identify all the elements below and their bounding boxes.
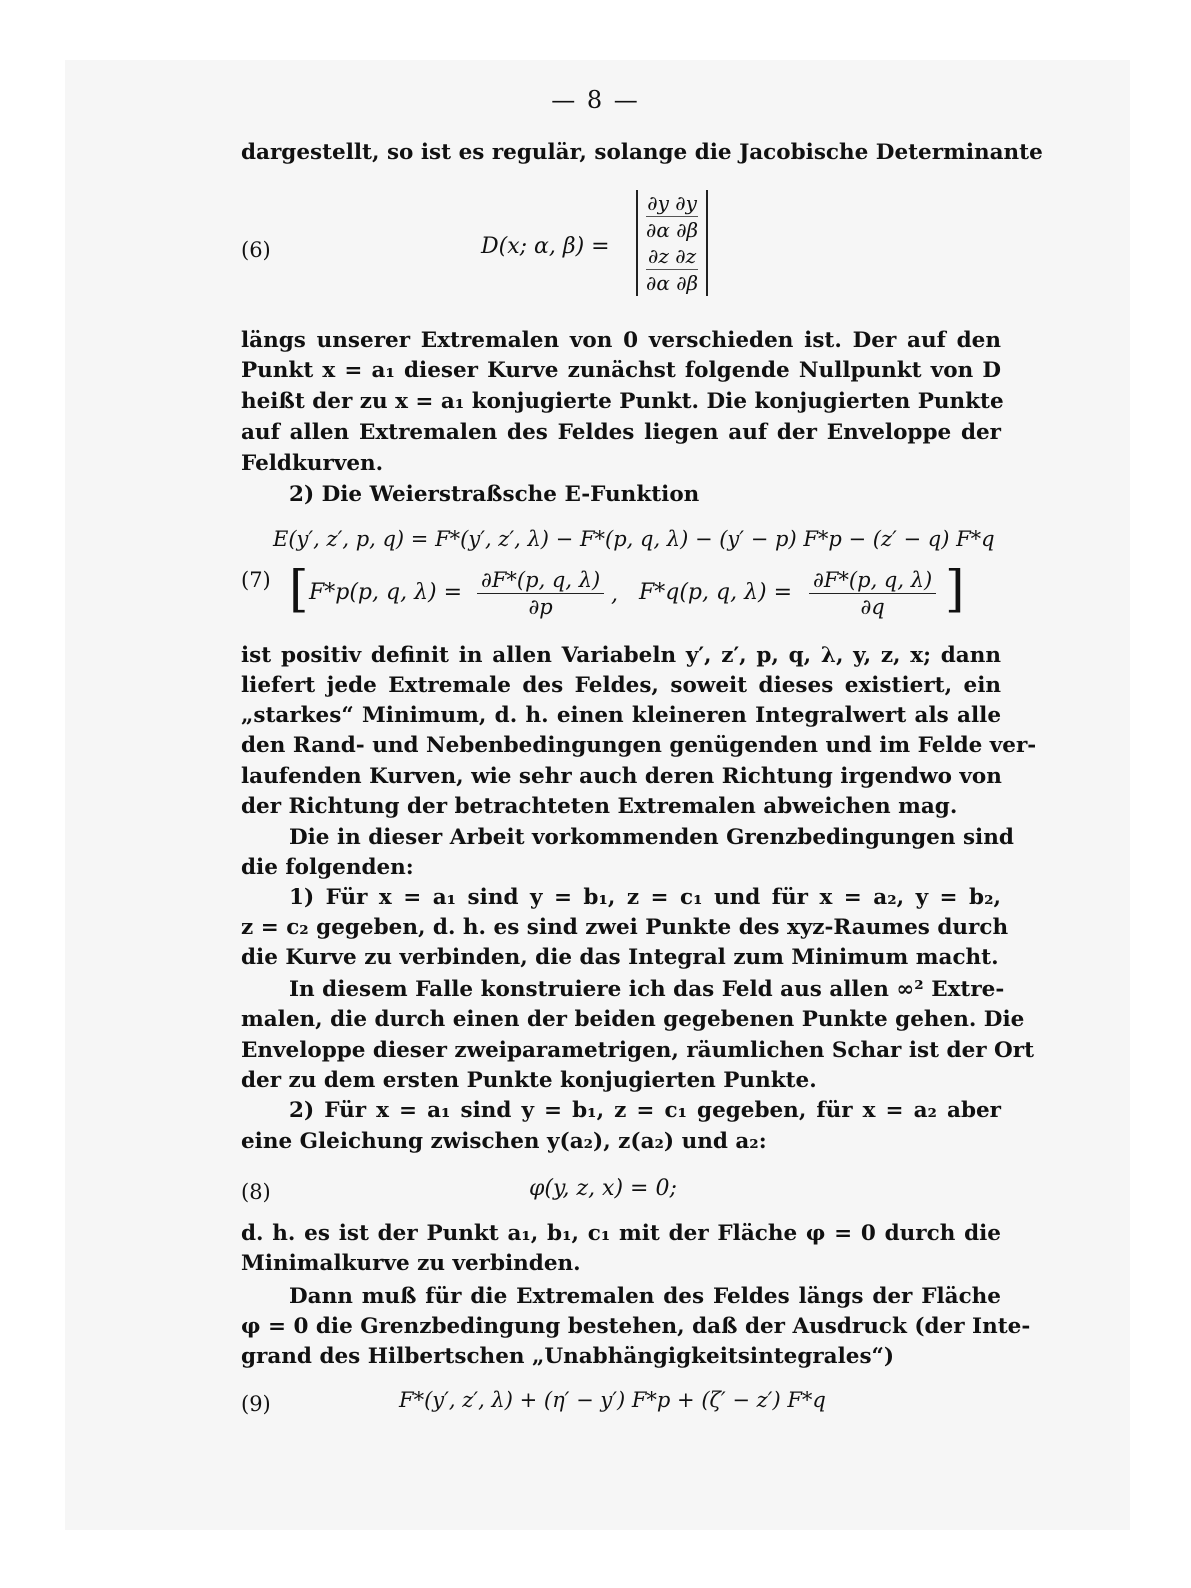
det-row: ∂z ∂z	[647, 244, 697, 268]
text-line: grand des Hilbertschen „Unabhängigkeitsintegrales“)	[241, 1344, 895, 1369]
text-line: dargestellt, so ist es regulär, solange die Jacobische Determinante	[241, 140, 1043, 165]
text-line: Dann muß für die Extremalen des Feldes längs der Fläche	[289, 1284, 1001, 1309]
fraction-a	[477, 567, 604, 620]
equation-7-part-a: F*p(p, q, λ) =	[309, 580, 463, 605]
text-line: 2) Für x = a₁ sind y = b₁, z = c₁ gegeben, für x = a₂ aber	[289, 1098, 1001, 1123]
open-bracket: [	[289, 560, 309, 618]
text-line: auf allen Extremalen des Feldes liegen auf der Enveloppe der	[241, 420, 1001, 445]
text-line: heißt der zu x = a₁ konjugierte Punkt. Die konjugierten Punkte	[241, 389, 1004, 414]
text-line: die Kurve zu verbinden, die das Integral zum Minimum macht.	[241, 945, 999, 970]
text-line: ist positiv definit in allen Variabeln y′, z′, p, q, λ, y, z, x; dann	[241, 643, 1001, 668]
det-row: ∂α ∂β	[646, 271, 699, 295]
equation-8: φ(y, z, x) = 0;	[529, 1176, 677, 1201]
text-line: der Richtung der betrachteten Extremalen abweichen mag.	[241, 794, 958, 819]
text-line: Die in dieser Arbeit vorkommenden Grenzbedingungen sind	[289, 825, 1014, 850]
text-line: z = c₂ gegeben, d. h. es sind zwei Punkte des xyz-Raumes durch	[241, 915, 1009, 940]
fraction-denominator: ∂p	[528, 595, 553, 619]
text-line: Minimalkurve zu verbinden.	[241, 1251, 581, 1276]
fraction-denominator: ∂q	[860, 595, 885, 619]
equation-9: F*(y′, z′, λ) + (η′ − y′) F*p + (ζ′ − z′) F*q	[399, 1388, 826, 1412]
equation-7-line1: E(y′, z′, p, q) = F*(y′, z′, λ) − F*(p, q, λ) − (y′ − p) F*p − (z′ − q) F*q	[273, 527, 995, 551]
text-line: Punkt x = a₁ dieser Kurve zunächst folgende Nullpunkt von D	[241, 358, 1001, 383]
equation-label-7: (7)	[241, 568, 271, 592]
text-line: Feldkurven.	[241, 451, 384, 476]
text-line: „starkes“ Minimum, d. h. einen kleineren Integralwert als alle	[241, 703, 1001, 728]
fraction-numerator: ∂F*(p, q, λ)	[809, 567, 936, 594]
text-line: eine Gleichung zwischen y(a₂), z(a₂) und a₂:	[241, 1129, 767, 1154]
equation-6-lhs: D(x; α, β) =	[481, 234, 610, 259]
page-number: — 8 —	[551, 86, 640, 114]
fraction-numerator: ∂F*(p, q, λ)	[477, 567, 604, 594]
comma: ,	[611, 582, 618, 607]
det-row: ∂α ∂β	[646, 218, 699, 242]
close-bracket: ]	[945, 560, 965, 618]
equation-label-6: (6)	[241, 238, 271, 262]
text-line: Enveloppe dieser zweiparametrigen, räumlichen Schar ist der Ort	[241, 1038, 1035, 1063]
fraction-b	[809, 567, 936, 620]
text-line: 2) Die Weierstraßsche E-Funktion	[289, 482, 700, 507]
text-line: die folgenden:	[241, 855, 414, 880]
equation-7-part-b: F*q(p, q, λ) =	[639, 580, 793, 605]
jacobian-determinant	[636, 190, 708, 296]
text-line: liefert jede Extremale des Feldes, soweit dieses existiert, ein	[241, 673, 1001, 698]
text-line: malen, die durch einen der beiden gegebenen Punkte gehen. Die	[241, 1007, 1025, 1032]
text-line: d. h. es ist der Punkt a₁, b₁, c₁ mit der Fläche φ = 0 durch die	[241, 1221, 1001, 1246]
text-line: In diesem Falle konstruiere ich das Feld aus allen ∞² Extre-	[289, 977, 1005, 1002]
text-line: längs unserer Extremalen von 0 verschieden ist. Der auf den	[241, 328, 1001, 353]
equation-label-9: (9)	[241, 1392, 271, 1416]
text-line: den Rand- und Nebenbedingungen genügenden und im Felde ver-	[241, 733, 1037, 758]
text-line: 1) Für x = a₁ sind y = b₁, z = c₁ und für x = a₂, y = b₂,	[289, 885, 1001, 910]
equation-label-8: (8)	[241, 1180, 271, 1204]
det-row: ∂y ∂y	[647, 191, 697, 215]
text-line: φ = 0 die Grenzbedingung bestehen, daß der Ausdruck (der Inte-	[241, 1314, 1031, 1339]
text-line: laufenden Kurven, wie sehr auch deren Richtung irgendwo von	[241, 764, 1002, 789]
text-line: der zu dem ersten Punkte konjugierten Punkte.	[241, 1068, 817, 1093]
